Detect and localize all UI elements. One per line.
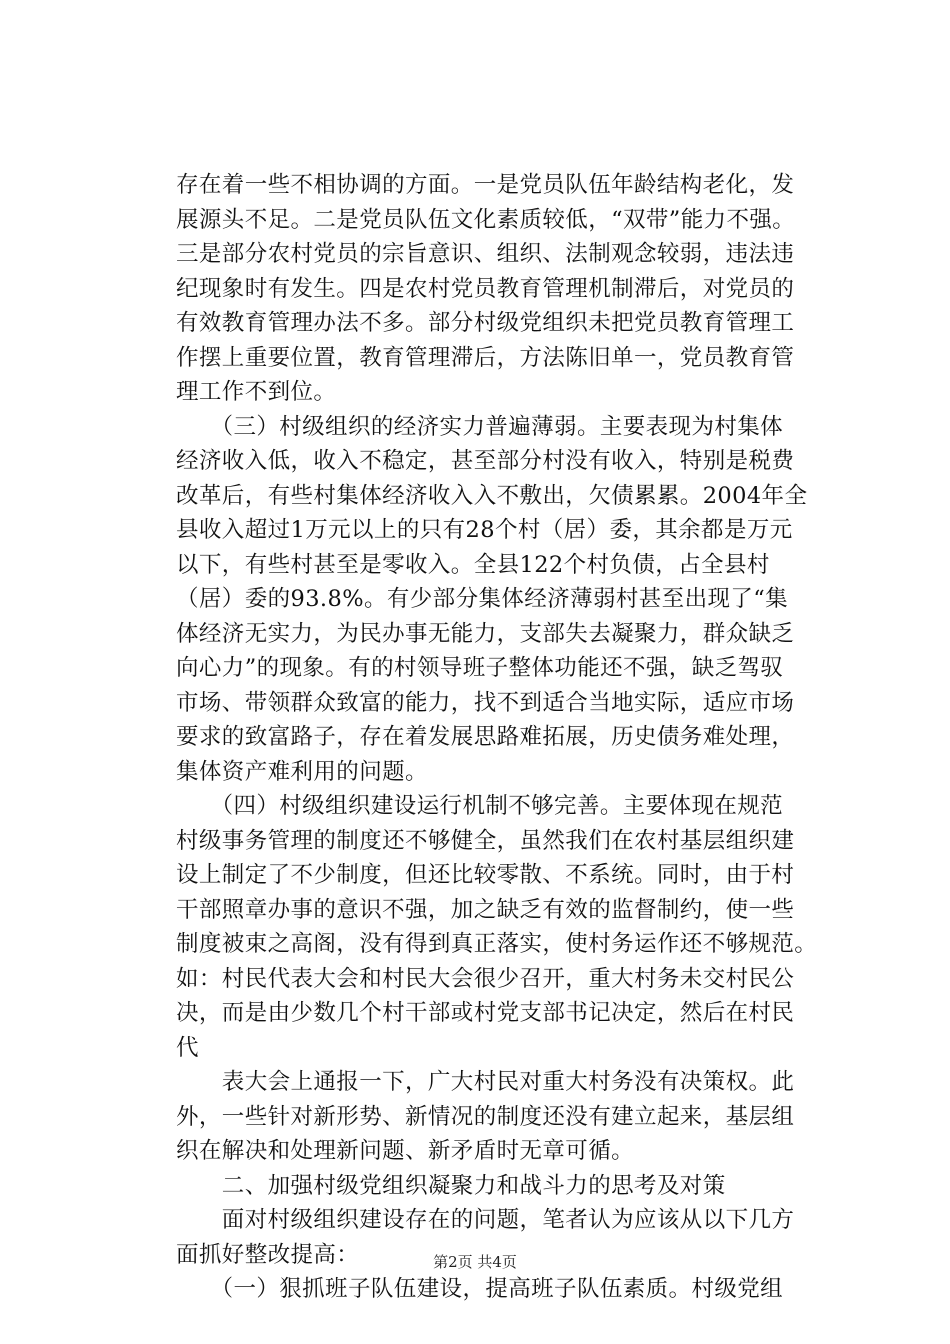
text-line: 经济收入低，收入不稳定，甚至部分村没有收入，特别是税费 — [176, 448, 795, 474]
text-line: 外，一些针对新形势、新情况的制度还没有建立起来，基层组 — [176, 1103, 795, 1130]
text-line: （一）狠抓班子队伍建设，提高班子队伍素质。村级党组 — [176, 1276, 784, 1302]
text-line: 有效教育管理办法不多。部分村级党组织未把党员教育管理工 — [176, 310, 795, 336]
text-line: 理工作不到位。 — [176, 379, 337, 405]
text-line: 以下，有些村甚至是零收入。全县122个村负债，占全县村 — [176, 551, 770, 578]
text-line: 如：村民代表大会和村民大会很少召开，重大村务未交村民公 — [176, 965, 795, 992]
section-heading: 二、加强村级党组织凝聚力和战斗力的思考及对策 — [176, 1172, 726, 1199]
text-line: 体经济无实力，为民办事无能力，支部失去凝聚力，群众缺乏 — [176, 620, 795, 647]
text-line: 面对村级组织建设存在的问题，笔者认为应该从以下几方 — [176, 1207, 795, 1233]
text-line: 集体资产难利用的问题。 — [176, 758, 428, 785]
text-line: 村级事务管理的制度还不够健全，虽然我们在农村基层组织建 — [176, 827, 795, 854]
page-number: 第2页 共4页 — [433, 1253, 517, 1271]
text-line: 决，而是由少数几个村干部或村党支部书记决定，然后在村民 — [176, 1000, 795, 1026]
text-line: 市场、带领群众致富的能力，找不到适合当地实际，适应市场 — [176, 689, 795, 716]
text-line: 织在解决和处理新问题、新矛盾时无章可循。 — [176, 1138, 635, 1164]
text-line: 表大会上通报一下，广大村民对重大村务没有决策权。此 — [176, 1069, 795, 1095]
text-line: 设上制定了不少制度，但还比较零散、不系统。同时，由于村 — [176, 862, 795, 888]
text-line: 三是部分农村党员的宗旨意识、组织、法制观念较弱，违法违 — [176, 241, 795, 267]
text-line: 制度被束之高阁，没有得到真正落实，使村务运作还不够规范。 — [176, 931, 818, 957]
text-line: 代 — [176, 1034, 199, 1061]
text-line: 面抓好整改提高： — [176, 1241, 360, 1268]
text-line: 作摆上重要位置，教育管理滞后，方法陈旧单一，党员教育管 — [176, 344, 795, 371]
text-line: 县收入超过1万元以上的只有28个村（居）委，其余都是万元 — [176, 517, 793, 543]
text-line: 改革后，有些村集体经济收入入不敷出，欠债累累。2004年全 — [176, 482, 808, 509]
text-line: 干部照章办事的意识不强，加之缺乏有效的监督制约，使一些 — [176, 896, 795, 923]
text-line: 向心力”的现象。有的村领导班子整体功能还不强，缺乏驾驭 — [176, 655, 784, 681]
page-footer — [0, 1252, 950, 1272]
text-line: （三）村级组织的经济实力普遍薄弱。主要表现为村集体 — [176, 413, 784, 440]
text-line: 存在着一些不相协调的方面。一是党员队伍年龄结构老化，发 — [176, 172, 795, 198]
text-line: （居）委的93.8%。有少部分集体经济薄弱村甚至出现了“集 — [176, 586, 789, 612]
document-body — [176, 168, 834, 1307]
text-line: 要求的致富路子，存在着发展思路难拓展，历史债务难处理， — [176, 724, 795, 750]
text-line: 纪现象时有发生。四是农村党员教育管理机制滞后，对党员的 — [176, 275, 795, 302]
text-line: （四）村级组织建设运行机制不够完善。主要体现在规范 — [176, 793, 784, 819]
text-line: 展源头不足。二是党员队伍文化素质较低，“双带”能力不强。 — [176, 206, 796, 233]
